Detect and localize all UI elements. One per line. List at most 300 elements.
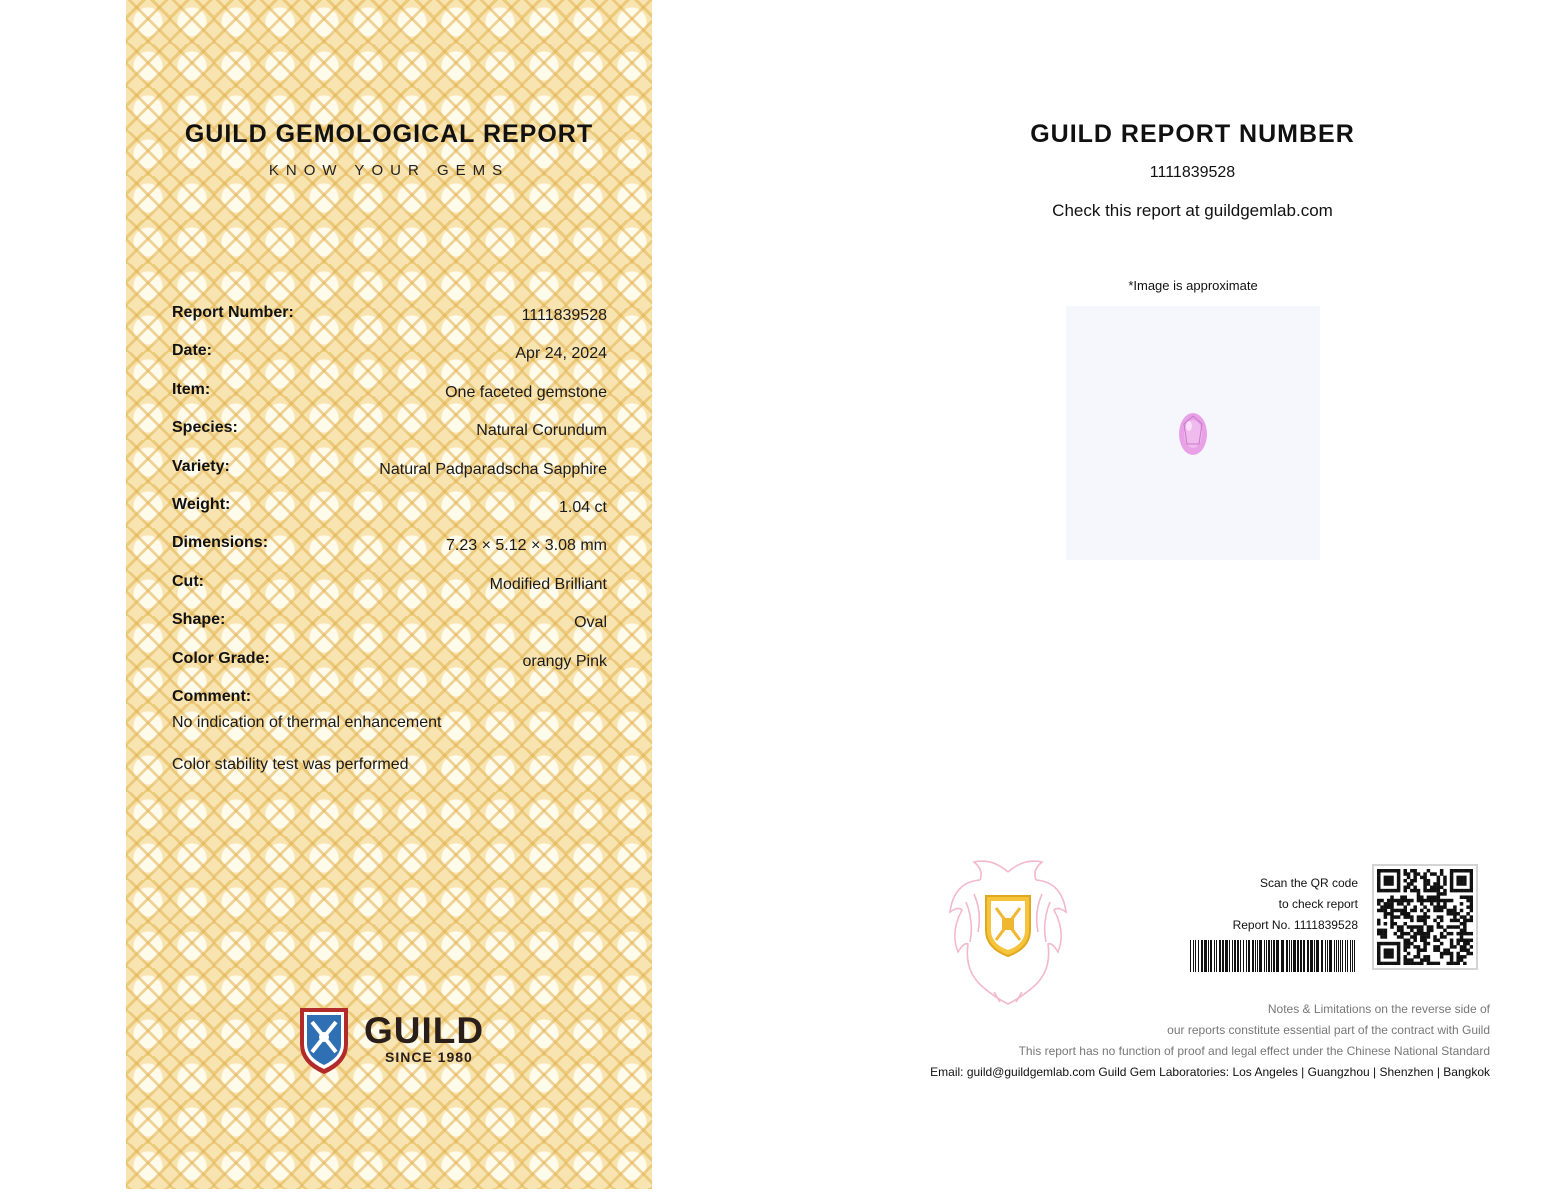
qr-scan-line-1: Scan the QR code (1259, 876, 1358, 890)
qr-module (1403, 899, 1407, 903)
qr-module (1407, 952, 1411, 956)
qr-module (1437, 902, 1441, 906)
qr-module (1397, 902, 1401, 906)
qr-module (1407, 939, 1411, 943)
qr-module (1420, 919, 1424, 923)
field-value: Modified Brilliant (489, 575, 607, 593)
qr-module (1403, 912, 1407, 916)
qr-module (1450, 939, 1454, 943)
field-row-report-number (172, 304, 607, 342)
qr-module (1466, 869, 1470, 873)
qr-module (1450, 872, 1454, 876)
barcode-bar (1243, 940, 1244, 972)
qr-module (1413, 886, 1417, 890)
qr-module (1440, 905, 1444, 909)
qr-module (1397, 955, 1401, 959)
qr-module (1466, 905, 1470, 909)
qr-module (1387, 942, 1391, 946)
qr-module (1470, 952, 1473, 956)
barcode-bar (1225, 940, 1228, 972)
qr-module (1384, 915, 1388, 919)
qr-module (1443, 889, 1447, 893)
qr-module (1384, 952, 1388, 956)
qr-module (1390, 869, 1394, 873)
qr-module (1420, 962, 1424, 965)
qr-module (1427, 925, 1431, 929)
qr-module (1400, 925, 1404, 929)
barcode-bar (1201, 940, 1203, 972)
barcode-bar (1316, 940, 1319, 972)
qr-module (1377, 932, 1381, 936)
qr-module (1420, 915, 1424, 919)
qr-module (1410, 925, 1414, 929)
qr-module (1387, 955, 1391, 959)
qr-module (1400, 895, 1404, 899)
qr-module (1403, 939, 1407, 943)
qr-module (1417, 915, 1421, 919)
qr-module (1403, 922, 1407, 926)
qr-module (1433, 945, 1437, 949)
qr-module (1407, 899, 1411, 903)
qr-module (1460, 955, 1464, 959)
barcode-bar (1237, 940, 1239, 972)
qr-module (1460, 895, 1464, 899)
qr-module (1377, 929, 1381, 933)
qr-module (1390, 955, 1394, 959)
barcode-bar (1240, 940, 1241, 972)
qr-module (1463, 895, 1467, 899)
qr-module (1384, 905, 1388, 909)
qr-module (1394, 922, 1398, 926)
qr-module (1384, 909, 1388, 913)
qr-module (1420, 932, 1424, 936)
qr-module (1394, 889, 1398, 893)
qr-module (1443, 935, 1447, 939)
qr-module (1453, 889, 1457, 893)
qr-module (1430, 899, 1434, 903)
qr-module (1463, 932, 1467, 936)
qr-module (1470, 915, 1473, 919)
field-label: Report Number: (172, 304, 294, 321)
footer-notes-line-2: our reports constitute essential part of the contract with Guild (1167, 1023, 1490, 1037)
qr-module (1456, 942, 1460, 946)
qr-module (1443, 876, 1447, 880)
qr-module (1420, 958, 1424, 962)
qr-module (1390, 915, 1394, 919)
qr-module (1400, 902, 1404, 906)
qr-module (1384, 955, 1388, 959)
qr-module (1387, 889, 1391, 893)
barcode-bar (1334, 940, 1335, 972)
qr-module (1470, 869, 1473, 873)
qr-module (1387, 869, 1391, 873)
qr-module (1470, 882, 1473, 886)
qr-module (1463, 922, 1467, 926)
qr-module (1377, 962, 1381, 965)
barcode-bar (1229, 940, 1230, 972)
qr-module (1450, 925, 1454, 929)
qr-module (1394, 932, 1398, 936)
qr-module (1450, 919, 1454, 923)
qr-module (1423, 955, 1427, 959)
qr-module (1407, 912, 1411, 916)
qr-module (1384, 912, 1388, 916)
qr-module (1403, 869, 1407, 873)
qr-module (1400, 935, 1404, 939)
qr-module (1447, 948, 1451, 952)
qr-module (1423, 922, 1427, 926)
gemstone-image (1066, 306, 1320, 560)
qr-module (1377, 945, 1381, 949)
field-label: Item: (172, 380, 211, 398)
field-label: Dimensions: (172, 534, 269, 552)
qr-module (1413, 876, 1417, 880)
qr-module (1443, 948, 1447, 952)
footer-notes-line-1: Notes & Limitations on the reverse side of (1267, 1002, 1490, 1016)
qr-module (1410, 889, 1414, 893)
qr-module (1470, 919, 1473, 923)
qr-module (1377, 958, 1381, 962)
qr-module (1433, 935, 1437, 939)
qr-module (1413, 889, 1417, 893)
qr-module (1460, 929, 1464, 933)
qr-module (1423, 948, 1427, 952)
qr-module (1456, 955, 1460, 959)
qr-module (1453, 915, 1457, 919)
barcode-bar (1289, 940, 1290, 972)
qr-module (1447, 932, 1451, 936)
qr-module (1460, 958, 1464, 962)
qr-module (1397, 872, 1401, 876)
qr-module (1456, 932, 1460, 936)
qr-module (1423, 899, 1427, 903)
field-label: Variety: (172, 457, 230, 475)
qr-module (1447, 925, 1451, 929)
qr-module (1433, 962, 1437, 965)
field-value: orangy Pink (522, 652, 607, 670)
qr-module (1380, 905, 1384, 909)
barcode-bar (1354, 940, 1355, 972)
qr-module (1437, 948, 1441, 952)
qr-module (1453, 962, 1457, 965)
qr-module (1466, 912, 1470, 916)
qr-module (1423, 942, 1427, 946)
qr-module (1453, 869, 1457, 873)
qr-module (1384, 882, 1388, 886)
qr-module (1410, 869, 1414, 873)
barcode-bar (1314, 940, 1315, 972)
qr-module (1440, 892, 1444, 896)
guild-logo (296, 1004, 496, 1076)
qr-module (1437, 915, 1441, 919)
qr-module (1460, 909, 1464, 913)
qr-module (1390, 905, 1394, 909)
guild-eagle-seal-icon (944, 852, 1072, 1008)
qr-module (1463, 882, 1467, 886)
qr-module (1417, 919, 1421, 923)
qr-module (1430, 895, 1434, 899)
field-label: Color Grade: (172, 649, 270, 667)
qr-module (1440, 955, 1444, 959)
comment-line: No indication of thermal enhancement (172, 713, 442, 731)
qr-module (1427, 889, 1431, 893)
qr-module (1460, 948, 1464, 952)
qr-module (1377, 879, 1381, 883)
qr-module (1380, 889, 1384, 893)
qr-module (1443, 882, 1447, 886)
barcode-bar (1259, 940, 1262, 972)
qr-module (1463, 915, 1467, 919)
barcode-bar (1321, 940, 1323, 972)
qr-module (1384, 948, 1388, 952)
qr-module (1394, 962, 1398, 965)
qr-module (1470, 876, 1473, 880)
qr-module (1407, 945, 1411, 949)
qr-module (1456, 925, 1460, 929)
barcode-bar (1266, 940, 1267, 972)
qr-module (1427, 895, 1431, 899)
qr-module (1417, 945, 1421, 949)
barcode-bar (1342, 940, 1343, 972)
qr-module (1397, 869, 1401, 873)
qr-module (1417, 872, 1421, 876)
field-value: 1111839528 (521, 307, 607, 324)
qr-module (1380, 935, 1384, 939)
qr-module (1427, 909, 1431, 913)
qr-module (1433, 948, 1437, 952)
qr-module (1450, 912, 1454, 916)
qr-module (1423, 945, 1427, 949)
qr-module (1400, 899, 1404, 903)
qr-module (1390, 889, 1394, 893)
qr-module (1440, 935, 1444, 939)
qr-module (1403, 945, 1407, 949)
field-label: Shape: (172, 611, 226, 629)
qr-module (1450, 958, 1454, 962)
qr-module (1397, 929, 1401, 933)
qr-module (1390, 922, 1394, 926)
qr-module (1403, 962, 1407, 965)
qr-module (1463, 939, 1467, 943)
qr-module (1470, 889, 1473, 893)
qr-module (1460, 869, 1464, 873)
qr-module (1423, 935, 1427, 939)
barcode-bar (1347, 940, 1348, 972)
qr-module (1460, 915, 1464, 919)
barcode-bar (1246, 940, 1247, 972)
qr-module (1437, 899, 1441, 903)
qr-module (1437, 892, 1441, 896)
qr-module (1420, 929, 1424, 933)
qr-module (1380, 899, 1384, 903)
qr-module (1450, 945, 1454, 949)
qr-module (1470, 945, 1473, 949)
qr-module (1413, 955, 1417, 959)
qr-module (1387, 912, 1391, 916)
qr-module (1403, 905, 1407, 909)
qr-module (1397, 945, 1401, 949)
qr-module (1413, 869, 1417, 873)
qr-module (1437, 876, 1441, 880)
barcode-bar (1195, 940, 1196, 972)
qr-module (1463, 919, 1467, 923)
qr-module (1447, 952, 1451, 956)
qr-module (1423, 876, 1427, 880)
qr-module (1440, 886, 1444, 890)
qr-module (1443, 879, 1447, 883)
qr-module (1463, 876, 1467, 880)
qr-module (1437, 889, 1441, 893)
qr-module (1450, 932, 1454, 936)
field-row-weight (172, 496, 607, 534)
qr-module (1437, 939, 1441, 943)
qr-module (1403, 895, 1407, 899)
comment-label: Comment: (172, 687, 252, 705)
field-value: Natural Padparadscha Sapphire (379, 460, 607, 478)
qr-module (1390, 952, 1394, 956)
qr-module (1377, 952, 1381, 956)
qr-module (1437, 909, 1441, 913)
qr-module (1440, 952, 1444, 956)
qr-module (1410, 935, 1414, 939)
qr-module (1384, 876, 1388, 880)
qr-module (1407, 915, 1411, 919)
qr-module (1440, 869, 1444, 873)
qr-module (1410, 962, 1414, 965)
qr-module (1470, 905, 1473, 909)
qr-module (1463, 929, 1467, 933)
qr-module (1417, 962, 1421, 965)
qr-code[interactable] (1372, 864, 1478, 970)
qr-module (1433, 905, 1437, 909)
qr-module (1423, 915, 1427, 919)
qr-module (1413, 872, 1417, 876)
field-value: 7.23 × 5.12 × 3.08 mm (446, 537, 607, 555)
qr-module (1460, 879, 1464, 883)
qr-module (1456, 919, 1460, 923)
qr-module (1400, 912, 1404, 916)
qr-module (1403, 955, 1407, 959)
qr-module (1423, 886, 1427, 890)
qr-module (1410, 899, 1414, 903)
barcode-bar (1336, 940, 1337, 972)
barcode-bar (1350, 940, 1351, 972)
qr-module (1460, 922, 1464, 926)
field-value: 1.04 ct (558, 498, 607, 516)
field-label: Cut: (172, 572, 204, 590)
qr-module (1443, 902, 1447, 906)
qr-module (1407, 932, 1411, 936)
qr-module (1460, 882, 1464, 886)
qr-module (1390, 912, 1394, 916)
qr-module (1417, 929, 1421, 933)
qr-module (1377, 922, 1381, 926)
qr-module (1447, 899, 1451, 903)
field-value: Apr 24, 2024 (515, 345, 607, 363)
qr-module (1430, 872, 1434, 876)
qr-module (1466, 939, 1470, 943)
qr-module (1397, 882, 1401, 886)
qr-module (1377, 882, 1381, 886)
qr-module (1443, 905, 1447, 909)
qr-module (1470, 895, 1473, 899)
qr-module (1450, 899, 1454, 903)
qr-module (1407, 962, 1411, 965)
qr-module (1390, 895, 1394, 899)
qr-module (1403, 889, 1407, 893)
qr-module (1420, 876, 1424, 880)
barcode-bar (1214, 940, 1215, 972)
qr-module (1394, 909, 1398, 913)
qr-module (1380, 962, 1384, 965)
qr-module (1390, 948, 1394, 952)
qr-module (1413, 935, 1417, 939)
qr-code-icon (1377, 869, 1473, 965)
barcode-bar (1210, 940, 1212, 972)
qr-module (1433, 895, 1437, 899)
qr-module (1427, 962, 1431, 965)
barcode-bar (1222, 940, 1224, 972)
qr-module (1420, 899, 1424, 903)
qr-module (1377, 909, 1381, 913)
qr-module (1440, 899, 1444, 903)
qr-module (1377, 876, 1381, 880)
qr-module (1397, 952, 1401, 956)
qr-module (1456, 876, 1460, 880)
qr-module (1443, 899, 1447, 903)
qr-module (1390, 882, 1394, 886)
barcode-bar (1327, 940, 1328, 972)
qr-module (1410, 879, 1414, 883)
field-row-variety (172, 458, 607, 496)
qr-module (1407, 872, 1411, 876)
qr-module (1417, 889, 1421, 893)
footer-contact: Email: guild@guildgemlab.com Guild Gem Laboratories: Los Angeles | Guangzhou | Shenzhen | Bangkok (930, 1065, 1490, 1079)
qr-module (1460, 876, 1464, 880)
qr-module (1427, 935, 1431, 939)
qr-module (1380, 929, 1384, 933)
qr-module (1397, 876, 1401, 880)
field-row-shape (172, 611, 607, 649)
guild-since-year: SINCE 1980 (385, 1049, 473, 1065)
qr-module (1456, 882, 1460, 886)
barcode-bar (1248, 940, 1250, 972)
qr-module (1400, 909, 1404, 913)
qr-module (1456, 958, 1460, 962)
qr-module (1463, 889, 1467, 893)
qr-module (1384, 869, 1388, 873)
qr-module (1463, 942, 1467, 946)
qr-module (1423, 958, 1427, 962)
qr-module (1390, 899, 1394, 903)
qr-module (1420, 909, 1424, 913)
qr-module (1463, 948, 1467, 952)
qr-module (1377, 955, 1381, 959)
barcode-bar (1255, 940, 1256, 972)
qr-module (1433, 872, 1437, 876)
qr-module (1463, 945, 1467, 949)
qr-module (1427, 958, 1431, 962)
report-number-heading: GUILD REPORT NUMBER (1030, 120, 1355, 148)
qr-module (1427, 932, 1431, 936)
qr-module (1460, 889, 1464, 893)
qr-module (1450, 955, 1454, 959)
qr-module (1390, 909, 1394, 913)
qr-module (1466, 899, 1470, 903)
qr-module (1440, 932, 1444, 936)
qr-module (1427, 955, 1431, 959)
qr-module (1456, 962, 1460, 965)
